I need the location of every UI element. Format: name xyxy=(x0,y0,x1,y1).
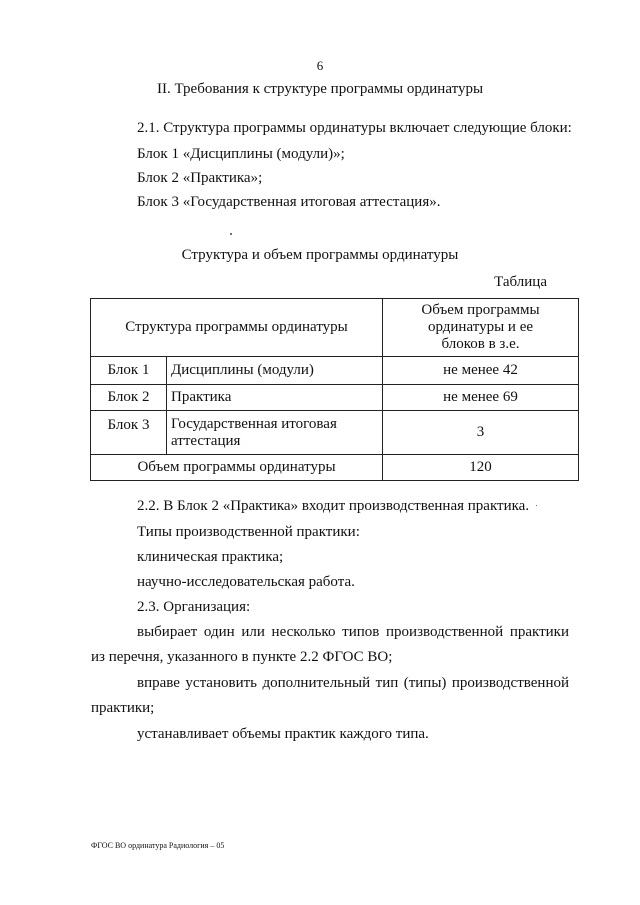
org-item-1-rest: один или несколько типов производственной практики xyxy=(203,624,569,640)
row-value: не менее 42 xyxy=(383,357,579,385)
org-item-1-first-word: выбирает xyxy=(137,624,198,640)
row-name: Государственная итоговая аттестация xyxy=(167,411,383,455)
block-list-item: Блок 2 «Практика»; xyxy=(137,170,263,186)
scan-speck xyxy=(536,505,537,506)
paragraph-2-3: 2.3. Организация: xyxy=(137,599,251,615)
practice-type-item: клиническая практика; xyxy=(137,549,284,565)
row-code: Блок 2 xyxy=(91,385,167,411)
table-header-row xyxy=(91,299,579,357)
paragraph-2-2: 2.2. В Блок 2 «Практика» входит производственная практика. xyxy=(137,498,530,514)
row-name: Практика xyxy=(167,385,383,411)
table-total-row xyxy=(91,455,579,481)
paragraph-2-1: 2.1. Структура программы ординатуры включает следующие блоки: xyxy=(137,120,572,136)
table-row xyxy=(91,385,579,411)
org-item-2-first-word: вправе xyxy=(137,675,180,691)
table-title: Структура и объем программы ординатуры xyxy=(181,247,459,263)
header-volume: Объем программы ординатуры и ее блоков в з.е. xyxy=(383,299,579,357)
org-item-3: устанавливает объемы практик каждого типа. xyxy=(137,726,429,742)
org-item-1-line-1 xyxy=(91,623,569,641)
block-list-item: Блок 3 «Государственная итоговая аттестация». xyxy=(137,194,441,210)
practice-type-item: научно-исследовательская работа. xyxy=(137,574,355,590)
org-item-2-line-2: практики; xyxy=(91,700,155,716)
table-row xyxy=(91,357,579,385)
page-number: 6 xyxy=(316,58,324,73)
page-footer: ФГОС ВО ординатура Радиология – 05 xyxy=(91,841,225,850)
org-item-2-rest: установить дополнительный тип (типы) производственной xyxy=(185,675,569,691)
org-item-1-line-2: из перечня, указанного в пункте 2.2 ФГОС ВО; xyxy=(91,649,393,665)
scan-speck xyxy=(230,233,232,235)
section-title: II. Требования к структуре программы ординатуры xyxy=(156,81,484,97)
practice-types-intro: Типы производственной практики: xyxy=(137,524,360,540)
table-caption: Таблица xyxy=(494,274,547,290)
header-structure: Структура программы ординатуры xyxy=(91,299,383,357)
row-value: не менее 69 xyxy=(383,385,579,411)
row-value: 3 xyxy=(383,411,579,455)
row-name: Дисциплины (модули) xyxy=(167,357,383,385)
program-structure-table xyxy=(90,298,579,481)
block-list-item: Блок 1 «Дисциплины (модули)»; xyxy=(137,146,345,162)
table-row xyxy=(91,411,579,455)
row-code: Блок 1 xyxy=(91,357,167,385)
total-label: Объем программы ординатуры xyxy=(91,455,383,481)
total-value: 120 xyxy=(383,455,579,481)
org-item-2-line-1 xyxy=(91,674,569,692)
row-code: Блок 3 xyxy=(91,411,167,455)
